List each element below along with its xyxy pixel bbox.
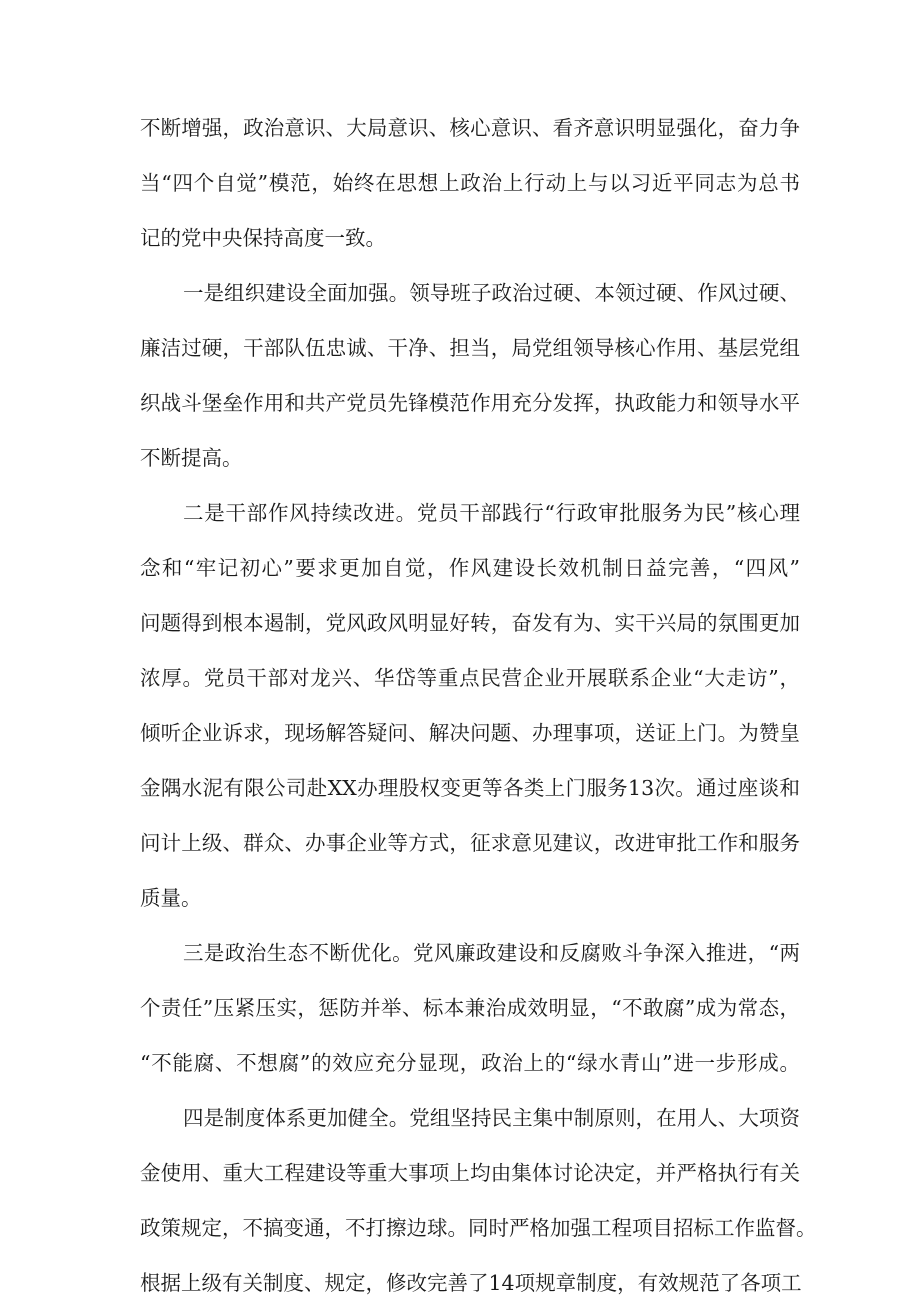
- text-line: 根据上级有关制度、规定，修改完善了14项规章制度，有效规范了各项工: [140, 1271, 802, 1295]
- text-line: 金隅水泥有限公司赴XX办理股权变更等各类上门服务13次。通过座谈和: [140, 776, 800, 800]
- text-line: 不断提高。: [140, 446, 243, 470]
- text-line: 廉洁过硬，干部队伍忠诚、干净、担当，局党组领导核心作用、基层党组: [140, 336, 800, 360]
- text-line: 个责任”压紧压实，惩防并举、标本兼治成效明显，“不敢腐”成为常态，: [140, 996, 800, 1020]
- text-line: 政策规定，不搞变通，不打擦边球。同时严格加强工程项目招标工作监督。: [140, 1216, 817, 1240]
- text-line: “不能腐、不想腐”的效应充分显现，政治上的“绿水青山”进一步形成。: [140, 1051, 800, 1075]
- text-line: 问题得到根本遏制，党风政风明显好转，奋发有为、实干兴局的氛围更加: [140, 611, 800, 635]
- paragraph-first-line: 四是制度体系更加健全。党组坚持民主集中制原则，在用人、大项资: [183, 1106, 800, 1130]
- paragraph-first-line: 二是干部作风持续改进。党员干部践行“行政审批服务为民”核心理: [183, 501, 800, 525]
- text-line: 不断增强，政治意识、大局意识、核心意识、看齐意识明显强化，奋力争: [140, 116, 800, 140]
- text-line: 金使用、重大工程建设等重大事项上均由集体讨论决定，并严格执行有关: [140, 1161, 800, 1185]
- text-line: 织战斗堡垒作用和共产党员先锋模范作用充分发挥，执政能力和领导水平: [140, 391, 800, 415]
- paragraph-first-line: 一是组织建设全面加强。领导班子政治过硬、本领过硬、作风过硬、: [183, 281, 800, 305]
- text-line: 记的党中央保持高度一致。: [140, 226, 386, 250]
- text-line: 浓厚。党员干部对龙兴、华岱等重点民营企业开展联系企业“大走访”，: [140, 666, 800, 690]
- text-line: 质量。: [140, 886, 202, 910]
- text-line: 念和“牢记初心”要求更加自觉，作风建设长效机制日益完善，“四风”: [140, 556, 800, 580]
- paragraph-first-line: 三是政治生态不断优化。党风廉政建设和反腐败斗争深入推进，“两: [183, 941, 800, 965]
- text-line: 当“四个自觉”模范，始终在思想上政治上行动上与以习近平同志为总书: [140, 171, 800, 195]
- text-line: 倾听企业诉求，现场解答疑问、解决问题、办理事项，送证上门。为赞皇: [140, 721, 800, 745]
- text-line: 问计上级、群众、办事企业等方式，征求意见建议，改进审批工作和服务: [140, 831, 800, 855]
